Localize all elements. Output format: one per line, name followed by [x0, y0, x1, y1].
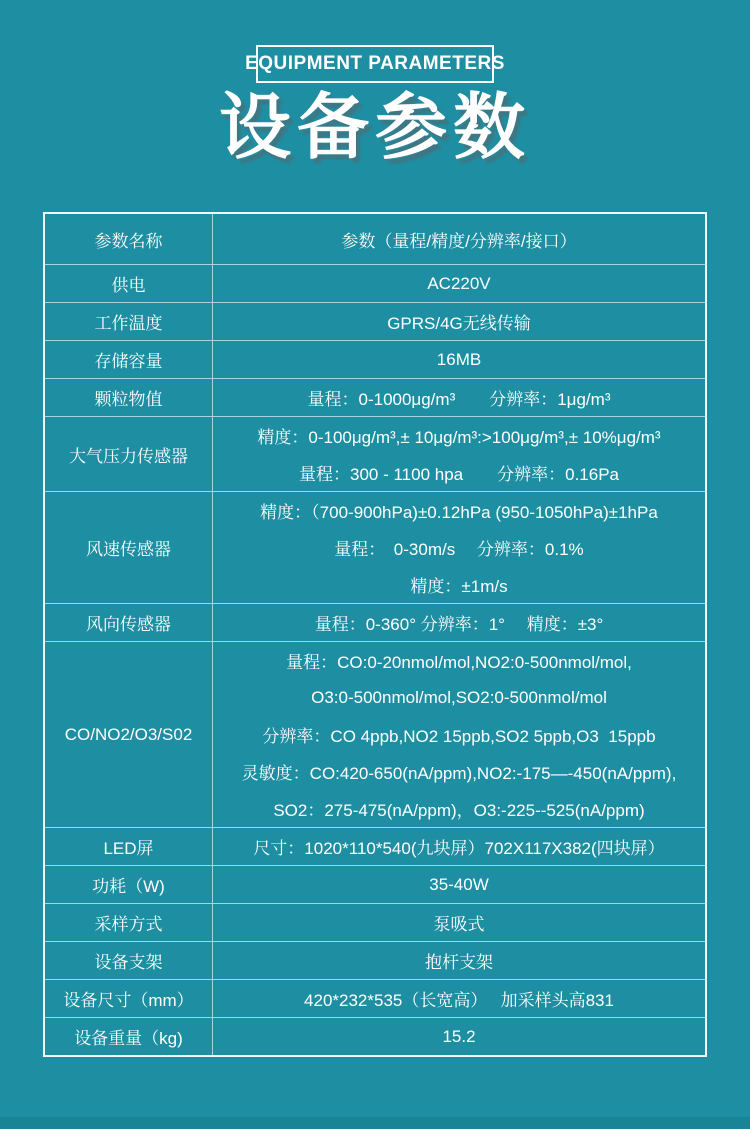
- param-name-cell: [45, 379, 213, 416]
- table-row: [45, 865, 705, 903]
- table-row: [45, 941, 705, 979]
- param-value-line: 量程： 0-30m/s 分辨率：0.1%: [334, 540, 584, 560]
- param-name-cell: [45, 492, 213, 603]
- param-value-line: 15.2: [442, 1026, 476, 1046]
- table-row: [45, 827, 705, 865]
- param-name-cell: [45, 265, 213, 302]
- param-name: LED屏: [103, 839, 154, 859]
- param-name: 颗粒物值: [94, 390, 163, 410]
- param-value-cell: [213, 417, 705, 491]
- bottom-band: [0, 1117, 750, 1129]
- param-value-cell: [213, 492, 705, 603]
- table-row: [45, 416, 705, 491]
- param-value-line: 量程：300 - 1100 hpa 分辨率：0.16Pa: [299, 465, 619, 485]
- param-name-cell: [45, 828, 213, 865]
- param-value-cell: [213, 265, 705, 302]
- param-name: 供电: [111, 276, 146, 296]
- table-row: [45, 214, 705, 264]
- param-name: 风向传感器: [86, 615, 171, 635]
- param-value-cell: [213, 379, 705, 416]
- param-value-line: 16MB: [436, 349, 482, 369]
- param-value-line: 量程：0-1000μg/m³ 分辨率：1μg/m³: [307, 390, 611, 410]
- param-value-cell: [213, 341, 705, 378]
- param-value-line: 420*232*535（长宽高） 加采样头高831: [304, 991, 614, 1011]
- param-name: 采样方式: [94, 915, 163, 935]
- table-row: [45, 979, 705, 1017]
- table-row: [45, 491, 705, 603]
- param-name: 大气压力传感器: [69, 446, 188, 466]
- param-name-cell: [45, 341, 213, 378]
- table-row: [45, 641, 705, 827]
- parameters-table: [43, 212, 707, 1057]
- param-name-cell: [45, 604, 213, 641]
- table-row: [45, 340, 705, 378]
- param-value-cell: [213, 904, 705, 941]
- param-name: 功耗（W): [92, 877, 165, 897]
- param-value-line: 灵敏度：CO:420-650(nA/ppm),NO2:-175—-450(nA/ppm),: [241, 764, 677, 784]
- param-value-line: 精度：±1m/s: [410, 577, 508, 597]
- param-value-line: 量程：0-360° 分辨率：1° 精度：±3°: [314, 615, 604, 635]
- param-value-line: SO2：275-475(nA/ppm)，O3:-225--525(nA/ppm): [273, 801, 645, 821]
- param-name-cell: [45, 417, 213, 491]
- page-title: 设备参数: [218, 88, 531, 168]
- table-row: [45, 903, 705, 941]
- param-value-cell: [213, 1018, 705, 1055]
- param-value-cell: [213, 214, 705, 264]
- param-name-cell: [45, 642, 213, 827]
- param-name-cell: [45, 904, 213, 941]
- param-name: 设备重量（kg): [74, 1029, 183, 1049]
- param-value-line: O3:0-500nmol/mol,SO2:0-500nmol/mol: [311, 687, 607, 707]
- param-value-line: 35-40W: [429, 874, 489, 894]
- param-value-line: AC220V: [427, 273, 491, 293]
- param-value-line: 量程：CO:0-20nmol/mol,NO2:0-500nmol/mol,: [286, 653, 632, 673]
- table-row: [45, 1017, 705, 1055]
- param-value-line: 精度：0-100μg/m³,± 10μg/m³:>100μg/m³,± 10%μg/m³: [257, 428, 661, 448]
- param-name: 工作温度: [94, 314, 163, 334]
- param-name: 风速传感器: [86, 540, 171, 560]
- param-value-cell: [213, 942, 705, 979]
- param-name-cell: [45, 214, 213, 264]
- table-row: [45, 603, 705, 641]
- param-name: 存储容量: [94, 352, 163, 372]
- param-value-line: GPRS/4G无线传输: [387, 314, 531, 334]
- param-name: 设备尺寸（mm）: [63, 991, 194, 1011]
- param-name: 设备支架: [94, 953, 163, 973]
- param-value-cell: [213, 866, 705, 903]
- param-name-cell: [45, 303, 213, 340]
- param-value-cell: [213, 303, 705, 340]
- param-name: CO/NO2/O3/S02: [64, 724, 193, 744]
- param-name-cell: [45, 980, 213, 1017]
- param-name-cell: [45, 1018, 213, 1055]
- table-row: [45, 264, 705, 302]
- param-value-line: 精度：（700-900hPa)±0.12hPa (950-1050hPa)±1hPa: [260, 503, 658, 523]
- param-value-line: 泵吸式: [433, 915, 485, 935]
- header-badge-label: EQUIPMENT PARAMETERS: [245, 53, 505, 74]
- header-badge: [245, 45, 505, 83]
- param-value-cell: [213, 642, 705, 827]
- param-name-cell: [45, 942, 213, 979]
- param-value-line: 参数（量程/精度/分辨率/接口）: [341, 231, 577, 251]
- param-name: 参数名称: [94, 231, 163, 251]
- param-value-line: 抱杆支架: [425, 953, 493, 973]
- table-row: [45, 302, 705, 340]
- param-value-cell: [213, 980, 705, 1017]
- param-value-line: 分辨率：CO 4ppb,NO2 15ppb,SO2 5ppb,O3 15ppb: [262, 727, 656, 747]
- param-value-cell: [213, 604, 705, 641]
- param-value-line: 尺寸：1020*110*540(九块屏）702X117X382(四块屏）: [253, 839, 665, 859]
- table-row: [45, 378, 705, 416]
- param-name-cell: [45, 866, 213, 903]
- param-value-cell: [213, 828, 705, 865]
